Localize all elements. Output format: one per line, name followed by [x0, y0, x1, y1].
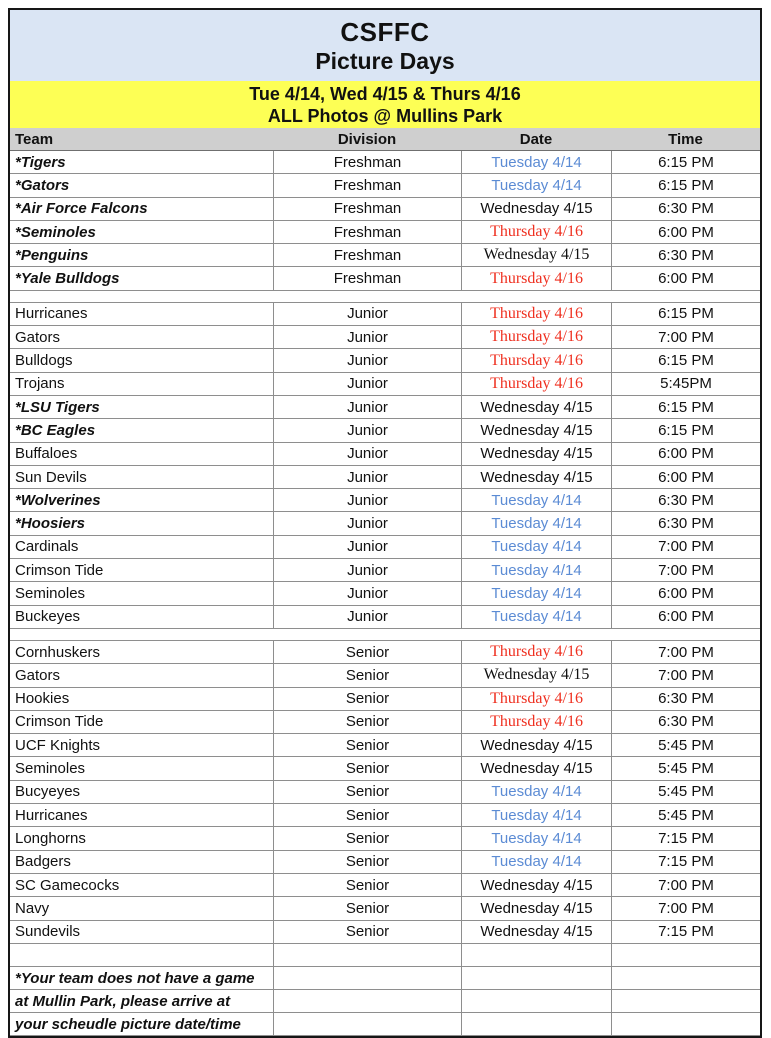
table-row	[10, 582, 760, 605]
team-cell: Trojans	[15, 375, 65, 393]
team-cell: Gators	[15, 328, 61, 346]
team-cell: Longhorns	[15, 829, 86, 847]
time-cell: 6:15 PM	[611, 419, 760, 441]
team-cell: Hurricanes	[15, 806, 88, 824]
time-cell: 6:15 PM	[611, 303, 760, 325]
division-cell: Junior	[273, 396, 461, 418]
page-title: CSFFC	[340, 16, 430, 47]
team-cell: Crimson Tide	[15, 561, 104, 579]
empty-team-cell	[10, 944, 273, 966]
section-spacer	[10, 291, 760, 303]
time-cell: 7:00 PM	[611, 326, 760, 348]
division-cell: Junior	[273, 606, 461, 628]
team-cell: *Air Force Falcons	[15, 200, 148, 218]
team-cell: *Tigers	[15, 153, 66, 171]
team-cell: *Gators	[15, 176, 70, 194]
table-row	[10, 174, 760, 197]
column-header-row	[10, 128, 760, 151]
division-cell: Senior	[273, 781, 461, 803]
date-cell: Tuesday 4/14	[461, 606, 611, 628]
time-cell: 6:15 PM	[611, 151, 760, 173]
table-row	[10, 827, 760, 850]
division-cell: Junior	[273, 443, 461, 465]
empty-date-cell	[461, 990, 611, 1012]
date-cell: Wednesday 4/15	[461, 419, 611, 441]
team-cell: Cardinals	[15, 538, 79, 556]
footer-note-text: your scheudle picture date/time	[15, 1015, 241, 1033]
division-cell: Freshman	[273, 174, 461, 196]
team-cell: Badgers	[15, 853, 71, 871]
time-cell: 6:00 PM	[611, 582, 760, 604]
division-cell: Senior	[273, 827, 461, 849]
table-row	[10, 921, 760, 944]
division-cell: Junior	[273, 373, 461, 395]
date-cell: Thursday 4/16	[461, 221, 611, 243]
title-block	[10, 10, 760, 81]
division-cell: Junior	[273, 582, 461, 604]
table-row	[10, 303, 760, 326]
team-cell: Seminoles	[15, 584, 86, 602]
team-cell: Gators	[15, 666, 61, 684]
date-cell: Tuesday 4/14	[461, 559, 611, 581]
table-row	[10, 151, 760, 174]
time-cell: 6:15 PM	[611, 396, 760, 418]
division-cell: Senior	[273, 874, 461, 896]
team-cell: *Hoosiers	[15, 515, 86, 533]
team-cell: Navy	[15, 899, 50, 917]
time-cell: 5:45 PM	[611, 757, 760, 779]
empty-time-cell	[611, 944, 760, 966]
team-cell: UCF Knights	[15, 736, 101, 754]
table-row	[10, 897, 760, 920]
date-cell: Wednesday 4/15	[461, 664, 611, 686]
time-cell: 7:00 PM	[611, 874, 760, 896]
date-cell: Wednesday 4/15	[461, 734, 611, 756]
date-cell: Wednesday 4/15	[461, 198, 611, 220]
date-cell: Tuesday 4/14	[461, 781, 611, 803]
division-cell: Senior	[273, 711, 461, 733]
empty-date-cell	[461, 944, 611, 966]
date-cell: Wednesday 4/15	[461, 921, 611, 943]
table-row	[10, 781, 760, 804]
time-cell: 6:30 PM	[611, 244, 760, 266]
table-body	[10, 151, 760, 1036]
division-cell: Senior	[273, 851, 461, 873]
time-cell: 6:00 PM	[611, 221, 760, 243]
time-cell: 5:45PM	[611, 373, 760, 395]
time-cell: 7:00 PM	[611, 664, 760, 686]
date-cell: Thursday 4/16	[461, 373, 611, 395]
empty-division-cell	[273, 990, 461, 1012]
date-cell: Tuesday 4/14	[461, 851, 611, 873]
table-row	[10, 443, 760, 466]
division-cell: Junior	[273, 419, 461, 441]
footer-note-text: *Your team does not have a game	[15, 969, 255, 987]
time-cell: 7:15 PM	[611, 851, 760, 873]
date-cell: Thursday 4/16	[461, 641, 611, 663]
division-cell: Freshman	[273, 267, 461, 289]
time-cell: 5:45 PM	[611, 781, 760, 803]
time-cell: 6:00 PM	[611, 443, 760, 465]
time-cell: 7:00 PM	[611, 641, 760, 663]
table-row	[10, 874, 760, 897]
table-row	[10, 804, 760, 827]
footer-note-row	[10, 1013, 760, 1036]
page-subtitle: Picture Days	[315, 47, 455, 74]
table-row	[10, 489, 760, 512]
table-row	[10, 711, 760, 734]
time-cell: 7:00 PM	[611, 536, 760, 558]
footer-note-text: at Mullin Park, please arrive at	[15, 992, 231, 1010]
footer-note-row	[10, 967, 760, 990]
time-cell: 6:30 PM	[611, 512, 760, 534]
date-cell: Wednesday 4/15	[461, 874, 611, 896]
date-cell: Wednesday 4/15	[461, 897, 611, 919]
time-cell: 6:00 PM	[611, 267, 760, 289]
division-cell: Freshman	[273, 221, 461, 243]
team-cell: *Penguins	[15, 246, 89, 264]
division-cell: Senior	[273, 921, 461, 943]
division-cell: Freshman	[273, 244, 461, 266]
dates-banner	[10, 81, 760, 128]
date-cell: Tuesday 4/14	[461, 536, 611, 558]
division-cell: Junior	[273, 489, 461, 511]
team-cell: Buckeyes	[15, 608, 81, 626]
date-cell: Tuesday 4/14	[461, 582, 611, 604]
team-cell: Hurricanes	[15, 305, 88, 323]
empty-time-cell	[611, 967, 760, 989]
time-cell: 6:00 PM	[611, 466, 760, 488]
empty-division-cell	[273, 1013, 461, 1035]
footer-note-row	[10, 990, 760, 1013]
table-row	[10, 606, 760, 629]
table-row	[10, 267, 760, 290]
date-cell: Wednesday 4/15	[461, 443, 611, 465]
date-cell: Tuesday 4/14	[461, 174, 611, 196]
time-cell: 6:00 PM	[611, 606, 760, 628]
table-row	[10, 221, 760, 244]
division-cell: Senior	[273, 688, 461, 710]
division-cell: Junior	[273, 303, 461, 325]
table-row	[10, 664, 760, 687]
time-cell: 7:15 PM	[611, 827, 760, 849]
date-cell: Tuesday 4/14	[461, 151, 611, 173]
table-row	[10, 373, 760, 396]
team-cell: Sun Devils	[15, 468, 87, 486]
schedule-sheet	[8, 8, 762, 1038]
division-cell: Freshman	[273, 198, 461, 220]
time-cell: 7:00 PM	[611, 559, 760, 581]
table-row	[10, 757, 760, 780]
empty-division-cell	[273, 967, 461, 989]
table-row	[10, 688, 760, 711]
time-cell: 6:30 PM	[611, 198, 760, 220]
date-cell: Wednesday 4/15	[461, 396, 611, 418]
date-cell: Thursday 4/16	[461, 349, 611, 371]
table-row	[10, 512, 760, 535]
team-cell: *Seminoles	[15, 223, 96, 241]
empty-date-cell	[461, 1013, 611, 1035]
division-cell: Senior	[273, 641, 461, 663]
time-cell: 5:45 PM	[611, 734, 760, 756]
team-cell: Buffaloes	[15, 445, 78, 463]
table-row	[10, 734, 760, 757]
table-row	[10, 851, 760, 874]
column-header-date: Date	[519, 130, 553, 148]
division-cell: Junior	[273, 536, 461, 558]
table-row	[10, 326, 760, 349]
team-cell: *Wolverines	[15, 491, 101, 509]
division-cell: Freshman	[273, 151, 461, 173]
team-cell: Hookies	[15, 690, 70, 708]
date-cell: Wednesday 4/15	[461, 466, 611, 488]
date-cell: Tuesday 4/14	[461, 489, 611, 511]
table-row	[10, 419, 760, 442]
team-cell: Bulldogs	[15, 352, 73, 370]
date-cell: Thursday 4/16	[461, 711, 611, 733]
division-cell: Junior	[273, 466, 461, 488]
date-cell: Wednesday 4/15	[461, 757, 611, 779]
team-cell: Cornhuskers	[15, 643, 101, 661]
table-row	[10, 641, 760, 664]
table-row	[10, 244, 760, 267]
date-cell: Thursday 4/16	[461, 267, 611, 289]
date-cell: Wednesday 4/15	[461, 244, 611, 266]
table-row	[10, 536, 760, 559]
division-cell: Senior	[273, 757, 461, 779]
table-row	[10, 198, 760, 221]
table-row	[10, 559, 760, 582]
date-cell: Tuesday 4/14	[461, 827, 611, 849]
table-row	[10, 396, 760, 419]
empty-time-cell	[611, 1013, 760, 1035]
team-cell: Seminoles	[15, 760, 86, 778]
division-cell: Junior	[273, 349, 461, 371]
team-cell: Sundevils	[15, 923, 81, 941]
division-cell: Junior	[273, 559, 461, 581]
team-cell: Bucyeyes	[15, 783, 81, 801]
time-cell: 6:30 PM	[611, 489, 760, 511]
empty-division-cell	[273, 944, 461, 966]
column-header-time: Time	[668, 130, 703, 148]
date-cell: Thursday 4/16	[461, 303, 611, 325]
banner-line-dates: Tue 4/14, Wed 4/15 & Thurs 4/16	[249, 83, 521, 104]
blank-row	[10, 944, 760, 967]
date-cell: Thursday 4/16	[461, 326, 611, 348]
division-cell: Senior	[273, 664, 461, 686]
division-cell: Junior	[273, 326, 461, 348]
time-cell: 6:30 PM	[611, 688, 760, 710]
date-cell: Tuesday 4/14	[461, 512, 611, 534]
team-cell: *BC Eagles	[15, 421, 96, 439]
team-cell: *Yale Bulldogs	[15, 270, 120, 288]
time-cell: 6:15 PM	[611, 349, 760, 371]
table-row	[10, 466, 760, 489]
section-spacer	[10, 629, 760, 641]
division-cell: Junior	[273, 512, 461, 534]
date-cell: Thursday 4/16	[461, 688, 611, 710]
time-cell: 6:30 PM	[611, 711, 760, 733]
division-cell: Senior	[273, 804, 461, 826]
division-cell: Senior	[273, 897, 461, 919]
empty-date-cell	[461, 967, 611, 989]
column-header-team: Team	[15, 130, 54, 148]
table-row	[10, 349, 760, 372]
team-cell: Crimson Tide	[15, 713, 104, 731]
column-header-division: Division	[337, 130, 397, 148]
team-cell: SC Gamecocks	[15, 876, 120, 894]
empty-time-cell	[611, 990, 760, 1012]
date-cell: Tuesday 4/14	[461, 804, 611, 826]
time-cell: 6:15 PM	[611, 174, 760, 196]
division-cell: Senior	[273, 734, 461, 756]
time-cell: 5:45 PM	[611, 804, 760, 826]
team-cell: *LSU Tigers	[15, 398, 100, 416]
time-cell: 7:00 PM	[611, 897, 760, 919]
time-cell: 7:15 PM	[611, 921, 760, 943]
banner-line-location: ALL Photos @ Mullins Park	[267, 105, 503, 126]
